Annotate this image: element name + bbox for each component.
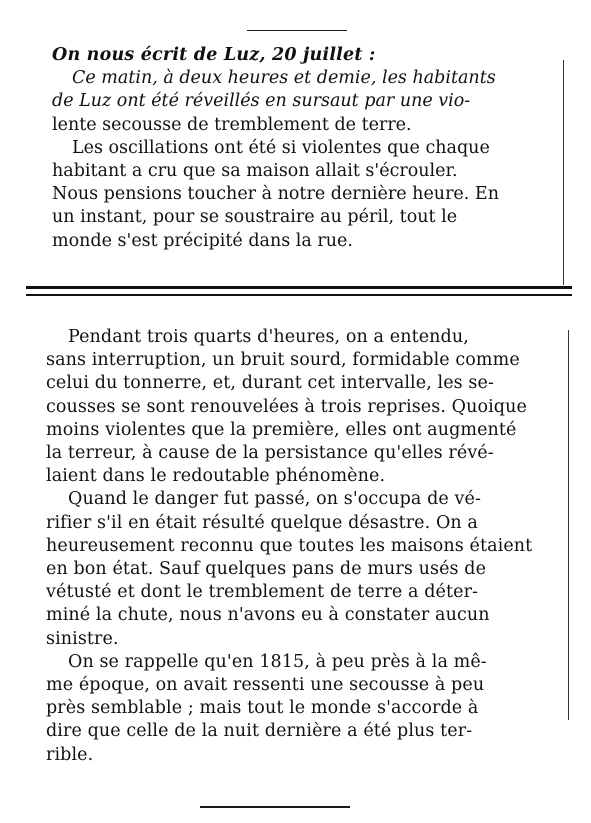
column-edge-top [563, 60, 564, 285]
paragraph5-line4: dire que celle de la nuit dernière a été plus ter- [46, 721, 473, 742]
paragraph4-line3: heureusement reconnu que toutes les maisons étaient [46, 535, 533, 556]
paragraph3-line3: celui du tonnerre, et, durant cet intervalle, les se- [46, 373, 494, 394]
column-edge-bottom [568, 330, 569, 720]
paragraph2-line3: Nous pensions toucher à notre dernière heure. En [52, 184, 499, 205]
paragraph4-line7: sinistre. [46, 628, 119, 649]
paragraph4-line6: miné la chute, nous n'avons eu à constater aucun [46, 605, 490, 626]
paragraph1-line3: lente secousse de tremblement de terre. [52, 114, 412, 135]
paragraph1-line1: Ce matin, à deux heures et demie, les habitants [72, 68, 496, 89]
paragraph5-line1: On se rappelle qu'en 1815, à peu près à la mê- [68, 651, 487, 672]
paragraph3-line4: cousses se sont renouvelées à trois reprises. Quoique [46, 396, 527, 417]
paragraph3-line5: moins violentes que la première, elles ont augmenté [46, 419, 517, 440]
paragraph4-line4: en bon état. Sauf quelques pans de murs usés de [46, 559, 487, 580]
paragraph5-line2: me époque, on avait ressenti une secousse à peu [46, 675, 485, 696]
paragraph2-line2: habitant a cru que sa maison allait s'écrouler. [52, 161, 458, 182]
paragraph5-line3: près semblable ; mais tout le monde s'accorde à [46, 698, 479, 719]
paragraph4-line1: Quand le danger fut passé, on s'occupa de vé- [68, 489, 481, 510]
paragraph5-line5: rible. [46, 744, 94, 765]
bottom-rule [200, 806, 350, 808]
dateline-heading: On nous écrit de Luz, 20 juillet : [52, 45, 376, 65]
paragraph3-line2: sans interruption, un bruit sourd, formidable comme [46, 350, 520, 371]
paragraph3-line6: la terreur, à cause de la persistance qu'elles révé- [46, 443, 494, 464]
top-rule [247, 30, 347, 31]
paragraph3-line7: laient dans le redoutable phénomène. [46, 466, 386, 487]
paragraph1-line2: de Luz ont été réveillés en sursaut par une vio- [52, 91, 471, 112]
paragraph4-line5: vétusté et dont le tremblement de terre a déter- [46, 582, 479, 603]
article-top-column [52, 44, 562, 253]
paragraph2-line4: un instant, pour se soustraire au péril, tout le [52, 207, 458, 228]
article-bottom-column [46, 326, 566, 767]
paragraph3-line1: Pendant trois quarts d'heures, on a entendu, [68, 327, 469, 347]
paragraph4-line2: rifier s'il en était résulté quelque désastre. On a [46, 512, 478, 533]
column-separator-thin [26, 294, 572, 296]
paragraph2-line1: Les oscillations ont été si violentes que chaque [72, 137, 490, 158]
column-separator-thick [26, 286, 572, 289]
paragraph2-line5: monde s'est précipité dans la rue. [52, 230, 353, 251]
